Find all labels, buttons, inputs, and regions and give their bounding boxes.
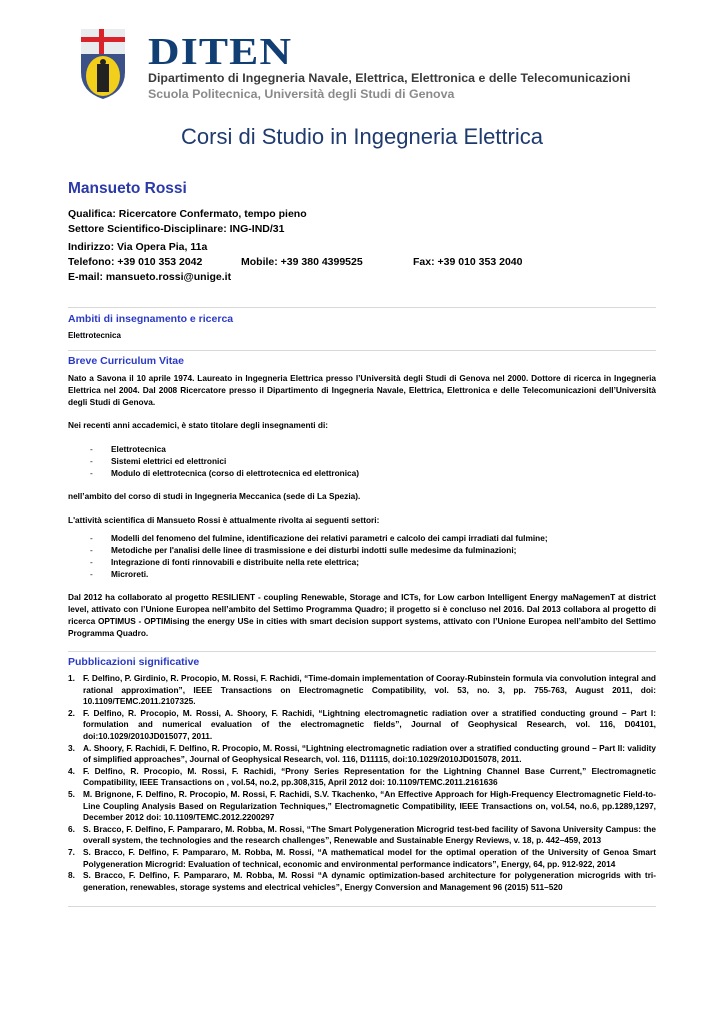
person-name: Mansueto Rossi [68,180,187,197]
divider [68,350,656,351]
list-item: - Sistemi elettrici ed elettronici [68,455,656,467]
section-heading-cv: Breve Curriculum Vitae [68,355,184,367]
research-list [68,532,656,580]
divider [68,906,656,907]
qualifica: Qualifica: Ricercatore Confermato, tempo pieno [68,208,307,220]
cv-paragraph: L'attività scientifica di Mansueto Rossi è attualmente rivolta ai seguenti settori: [68,515,380,525]
publication-item: 3. A. Shoory, F. Rachidi, F. Delfino, R. Procopio, M. Rossi, “Lightning electromagnetic radiation over a stratified conducting ground – Part II: validity of simplified approaches”, Journal of Geophysical Research, vol. 116, D11115, doi:10.1029/2010JD015078, 2011. [68,742,656,765]
list-item: - Elettrotecnica [68,443,656,455]
publication-item: 6. S. Bracco, F. Delfino, F. Pampararo, M. Robba, M. Rossi, “The Smart Polygeneration Microgrid test-bed facility of Savona University Campus: the overall system, the technologies and the research challenges”, Renewable and Sustainable Energy Reviews, v. 18, p. 442–459, 2013 [68,823,656,846]
cv-paragraph: Nato a Savona il 10 aprile 1974. Laureato in Ingegneria Elettrica presso l’Università degli Studi di Genova nel 2000. Dottore di ricerca in Ingegneria Elettrica nel 2004. Dal 2008 Ricercatore presso il Dipartimento di Ingegneria Navale, Elettrica, Elettronica e delle Telecomunicazioni dell’Università degli Studi di Genova. [68,373,656,407]
list-item: - Metodiche per l'analisi delle linee di trasmissione e dei disturbi indotti sulle medesime da fulminazioni; [68,544,656,556]
publication-item: 4. F. Delfino, R. Procopio, M. Rossi, F. Rachidi, “Prony Series Representation for the Lightning Channel Base Current,” Electromagnetic Compatibility, IEEE Transactions on , vol.54, no.2, pp.308,315, April 2012 doi: 10.1109/TEMC.2011.2161636 [68,765,656,788]
email[interactable]: E-mail: mansueto.rossi@unige.it [68,271,232,283]
university-shield-logo [80,28,126,100]
department-name: Dipartimento di Ingegneria Navale, Elettrica, Elettronica e delle Telecomunicazioni [148,71,631,85]
publication-item: 8. S. Bracco, F. Delfino, F. Pampararo, M. Robba, M. Rossi “A dynamic optimization-based architecture for polygeneration microgrids with tri-generation, renewables, storage systems and electrical vehicles”, Energy Conversion and Management 96 (2015) 511–520 [68,870,656,892]
ambiti-text: Elettrotecnica [68,331,121,340]
settore: Settore Scientifico-Disciplinare: ING-IND/31 [68,223,285,235]
publication-item: 2. F. Delfino, R. Procopio, M. Rossi, A. Shoory, F. Rachidi, “Lightning electromagnetic radiation over a stratified conducting ground – Part I: formulation and numerical evaluation of the electromagnetic fields”, Journal of Geophysical Research, vol. 116, D04101, doi:10.1029/2010JD015077, 2011. [68,707,656,741]
section-heading-publications: Pubblicazioni significative [68,656,200,668]
publication-item: 5. M. Brignone, F. Delfino, R. Procopio, M. Rossi, F. Rachidi, S.V. Tkachenko, “An Effective Approach for High-Frequency Electromagnetic Field-to-Line Coupling Analysis Based on Regularization Techniques,” Electromagnetic Compatibility, IEEE Transactions on, vol.54, no.6, pp.1289,1297, December 2012 doi: 10.1109/TEMC.2012.2200297 [68,788,656,823]
publication-item: 7. S. Bracco, F. Delfino, F. Pampararo, M. Robba, M. Rossi, “A mathematical model for the optimal operation of the University of Genoa Smart Polygeneration Microgrid: Evaluation of technical, economic and environmental performance indicators”, Energy, 64, pp. 912-922, 2014 [68,846,656,869]
indirizzo: Indirizzo: Via Opera Pia, 11a [68,241,208,253]
publications-list [68,673,656,893]
section-heading-ambiti: Ambiti di insegnamento e ricerca [68,313,234,325]
fax: Fax: +39 010 353 2040 [413,256,523,268]
list-item: - Modulo di elettrotecnica (corso di elettrotecnica ed elettronica) [68,467,656,479]
page-title: Corsi di Studio in Ingegneria Elettrica [181,124,543,149]
cv-paragraph: Nei recenti anni accademici, è stato titolare degli insegnamenti di: [68,420,329,430]
list-item: - Microreti. [68,568,656,580]
school-name: Scuola Politecnica, Università degli Studi di Genova [148,87,455,101]
telefono: Telefono: +39 010 353 2042 [68,256,203,268]
courses-list [68,443,656,479]
mobile: Mobile: +39 380 4399525 [241,256,363,268]
divider [68,307,656,308]
cv-paragraph: nell’ambito del corso di studi in Ingegneria Meccanica (sede di La Spezia). [68,491,361,501]
publication-item: 1. F. Delfino, P. Girdinio, R. Procopio, M. Rossi, F. Rachidi, “Time-domain implementation of Cooray-Rubinstein formula via convolution integral and rational approximation”, IEEE Transactions on Electromagnetic Compatibility, vol. 53, no. 3, pp. 755-763, August 2011, doi: 10.1109/TEMC.2011.2107325. [68,673,656,707]
list-item: - Modelli del fenomeno del fulmine, identificazione dei relativi parametri e calcolo dei campi irradiati dal fulmine; [68,532,656,544]
list-item: - Integrazione di fonti rinnovabili e distribuite nella rete elettrica; [68,556,656,568]
diten-logo-text: DITEN [148,31,293,73]
cv-paragraph: Dal 2012 ha collaborato al progetto RESILIENT - coupling Renewable, Storage and ICTs, for Low carbon Intelligent Energy maNagemenT at district level, attivato con l’Unione Europea nell’ambito del Settimo Programma Quadro; il progetto si è concluso nel 2016. Dal 2013 collabora al progetto di ricerca OPTIMUS - OPTIMising the energy USe in cities with smart decision support systems, attivato con l’Unione Europea nell’ambito del Settimo Programma Quadro. [68,592,656,638]
divider [68,651,656,652]
